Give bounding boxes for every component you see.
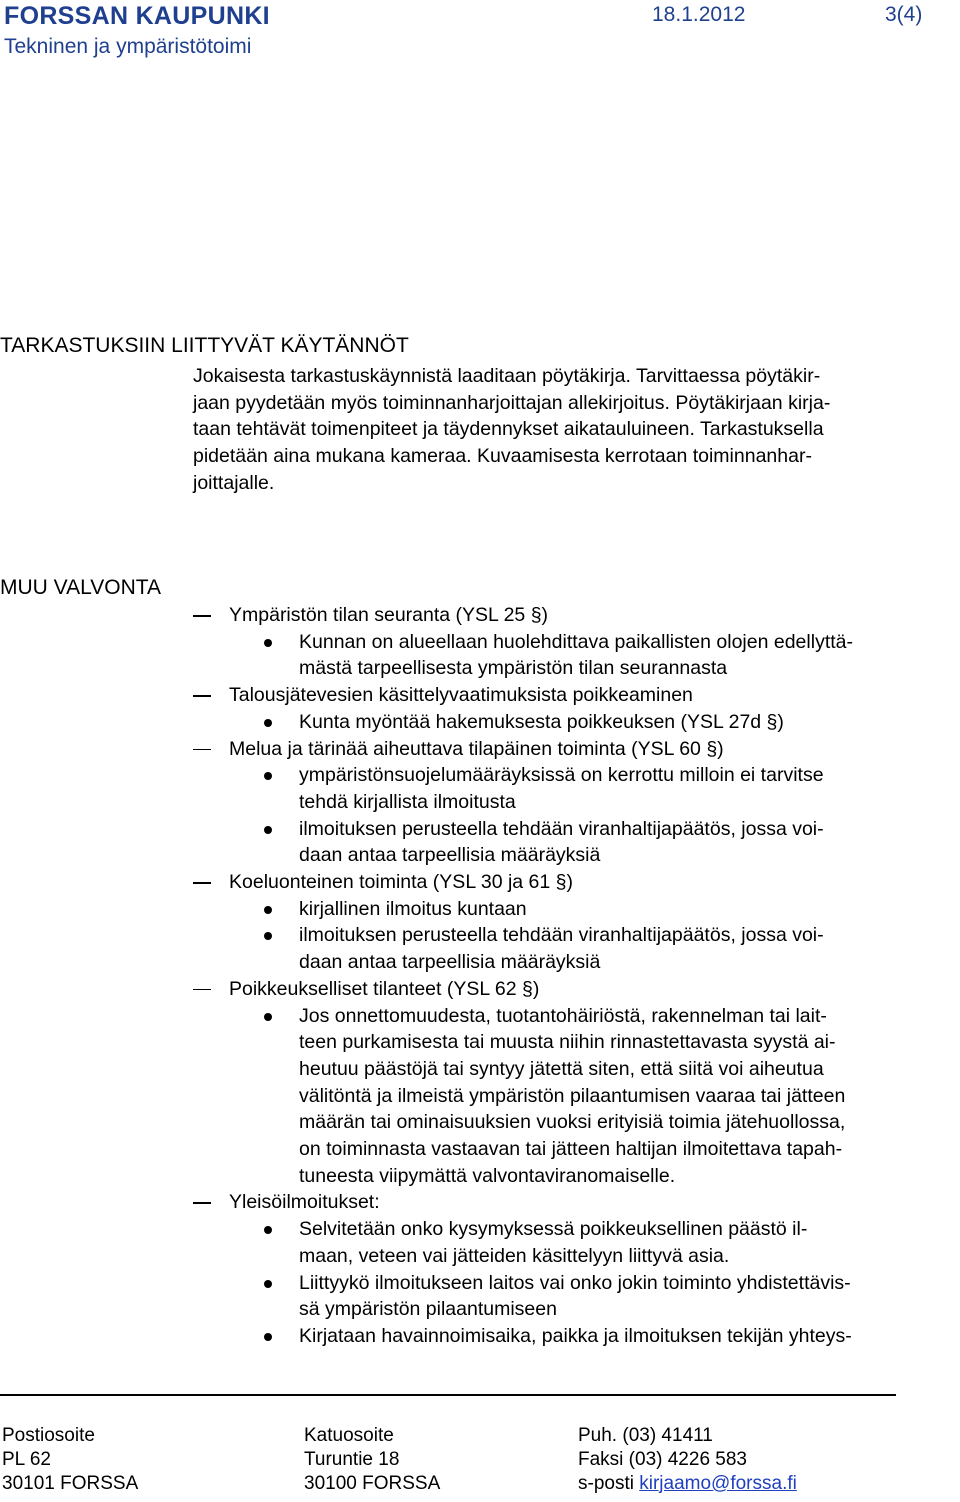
footer-email-line (578, 1472, 797, 1496)
header-org: FORSSAN KAUPUNKI (4, 2, 270, 30)
footer-text: Katuosoite (304, 1425, 394, 1446)
footer-divider (0, 1394, 896, 1396)
bullet-list-item: ympäristönsuojelumääräyksissä on kerrottu milloin ei tarvitse (299, 764, 824, 787)
email-link[interactable]: kirjaamo@forssa.fi (639, 1473, 797, 1494)
footer-text: Postiosoite (2, 1425, 95, 1446)
bullet-list-item: Jos onnettomuudesta, tuotantohäiriöstä, rakennelman tai lait- (299, 1004, 827, 1027)
footer-text: Faksi (03) 4226 583 (578, 1449, 747, 1470)
list-continuation-line: mästä tarpeellisesta ympäristön tilan seurannasta (299, 657, 728, 680)
footer-text: Turuntie 18 (304, 1449, 400, 1470)
footer-text: Puh. (03) 41411 (578, 1425, 713, 1446)
footer-email-prefix: s-posti (578, 1473, 640, 1494)
footer-text: 30100 FORSSA (304, 1473, 441, 1494)
paragraph-line: Jokaisesta tarkastuskäynnistä laaditaan pöytäkirja. Tarvittaessa pöytäkir- (193, 365, 821, 387)
bullet-marker (264, 826, 272, 834)
footer-contact (578, 1424, 797, 1496)
list-continuation-line: on toiminnasta vastaavan tai jätteen haltijan ilmoitettava tapah- (299, 1138, 843, 1160)
dash-marker (193, 1202, 211, 1204)
bullet-marker (264, 772, 272, 780)
dash-list-item: Ympäristön tilan seuranta (YSL 25 §) (229, 604, 549, 626)
dash-list-item: Talousjätevesien käsittelyvaatimuksista poikkeaminen (229, 684, 693, 707)
dash-list-item: Melua ja tärinää aiheuttava tilapäinen toiminta (YSL 60 §) (229, 737, 724, 760)
dash-marker (193, 695, 211, 697)
list-continuation-line: määrän tai ominaisuuksien vuoksi erityisiä toimia jätehuollossa, (299, 1111, 846, 1134)
paragraph-line: joittajalle. (193, 471, 275, 494)
footer-text: 30101 FORSSA (2, 1473, 139, 1494)
list-continuation-line: daan antaa tarpeellisia määräyksiä (299, 844, 601, 867)
section-heading-inspections: TARKASTUKSIIN LIITTYVÄT KÄYTÄNNÖT (0, 334, 409, 357)
dash-marker (193, 989, 211, 991)
bullet-marker (264, 1013, 272, 1021)
dash-list-item: Poikkeukselliset tilanteet (YSL 62 §) (229, 977, 540, 1000)
header-page-number: 3(4) (885, 3, 923, 26)
list-continuation-line: sä ympäristön pilaantumiseen (299, 1298, 557, 1321)
header-department: Tekninen ja ympäristötoimi (4, 35, 252, 58)
bullet-list-item: Selvitetään onko kysymyksessä poikkeuksellinen päästö il- (299, 1218, 808, 1241)
bullet-list-item: Kirjataan havainnoimisaika, paikka ja ilmoituksen tekijän yhteys- (299, 1324, 852, 1347)
list-continuation-line: välitöntä ja ilmeistä ympäristön pilaantumisen vaaraa tai jätteen (299, 1084, 846, 1107)
list-continuation-line: heutuu päästöjä tai syntyy jätettä siten, että siitä voi aiheutua (299, 1057, 824, 1080)
bullet-list-item: Liittyykö ilmoitukseen laitos vai onko jokin toiminto yhdistettävis- (299, 1271, 851, 1294)
header-date: 18.1.2012 (652, 3, 746, 26)
dash-list-item: Koeluonteinen toiminta (YSL 30 ja 61 §) (229, 871, 574, 893)
bullet-marker (264, 1226, 272, 1234)
bullet-list-item: Kunta myöntää hakemuksesta poikkeuksen (YSL 27d §) (299, 710, 784, 733)
dash-list-item: Yleisöilmoitukset: (229, 1191, 380, 1214)
paragraph-line: jaan pyydetään myös toiminnanharjoittajan allekirjoitus. Pöytäkirjaan kirja- (193, 391, 831, 414)
bullet-list-item: ilmoituksen perusteella tehdään viranhaltijapäätös, jossa voi- (299, 924, 824, 947)
bullet-list-item: kirjallinen ilmoitus kuntaan (299, 897, 527, 920)
bullet-marker (264, 932, 272, 940)
list-continuation-line: daan antaa tarpeellisia määräyksiä (299, 951, 601, 974)
bullet-marker (264, 639, 272, 647)
bullet-marker (264, 1333, 272, 1341)
section-heading-other-supervision: MUU VALVONTA (0, 576, 162, 599)
footer-street-address (304, 1424, 440, 1496)
list-continuation-line: tehdä kirjallista ilmoitusta (299, 790, 516, 813)
bullet-list-item: ilmoituksen perusteella tehdään viranhaltijapäätös, jossa voi- (299, 817, 824, 840)
list-continuation-line: maan, veteen vai jätteiden käsittelyyn liittyvä asia. (299, 1244, 730, 1267)
footer-text: PL 62 (2, 1449, 51, 1470)
list-continuation-line: tuneesta viipymättä valvontaviranomaiselle. (299, 1164, 676, 1187)
bullet-list-item: Kunnan on alueellaan huolehdittava paikallisten olojen edellyttä- (299, 630, 853, 653)
dash-marker (193, 882, 211, 884)
bullet-marker (264, 906, 272, 914)
bullet-marker (264, 1280, 272, 1288)
list-continuation-line: teen purkamisesta tai muusta niihin rinnastettavasta syystä ai- (299, 1031, 836, 1054)
inspection-paragraph (193, 363, 953, 497)
paragraph-line: pidetään aina mukana kameraa. Kuvaamisesta kerrotaan toiminnanhar- (193, 445, 812, 468)
dash-marker (193, 615, 211, 617)
dash-marker (193, 749, 211, 751)
footer-postal-address (2, 1424, 138, 1496)
paragraph-line: taan tehtävät toimenpiteet ja täydennykset aikatauluineen. Tarkastuksella (193, 418, 824, 441)
bullet-marker (264, 719, 272, 727)
